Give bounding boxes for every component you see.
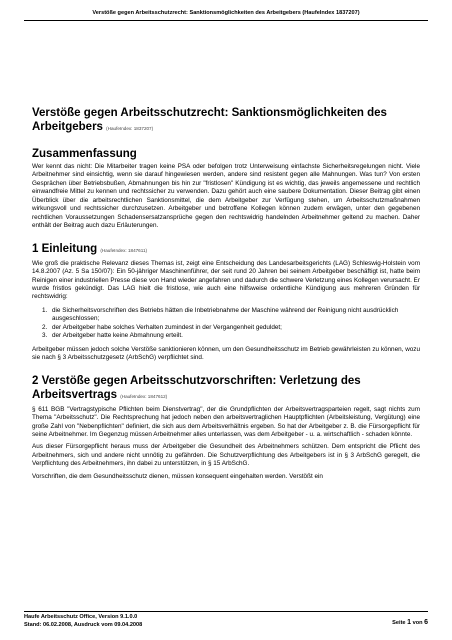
page-total: 6 xyxy=(424,619,428,626)
page-current: 1 xyxy=(407,619,412,626)
section1-index: (HaufeIndex: 1847611) xyxy=(100,247,148,253)
footer-date: Stand: 06.02.2008, Ausdruck vom 09.04.2008 xyxy=(24,621,143,628)
reasons-list xyxy=(32,307,420,341)
section2-index: (HaufeIndex: 1847612) xyxy=(120,393,168,399)
section1-paragraph: Wie groß die praktische Relevanz dieses Themas ist, zeigt eine Entscheidung des Landesarbeitsgerichts (LAG) Schleswig-Holstein vom 14.8.2007 (Az. 5 Sa 150/07): Ein 50-jähriger Maschinenführer, der seit rund 20 Jahren bei seinem Arbeitgeber beschäftigt ist, hatte beim Reinigen einer industriellen Presse diese von Hand wieder angefahren und dadurch die schwere Verletzung eines Kollegen verursacht. Er wurde fristlos gekündigt. Das LAG hielt die fristlose, wie auch eine hilfsweise ordentliche Kündigung aus mehreren Gründen für rechtswidrig: xyxy=(32,259,420,301)
list-item: 3. der Arbeitgeber hatte keine Abmahnung erteilt. xyxy=(49,332,420,340)
page-number xyxy=(392,619,428,626)
list-item: 2. der Arbeitgeber habe solches Verhalten zumindest in der Vergangenheit geduldet; xyxy=(49,324,420,332)
section2-paragraph-2: Aus dieser Fürsorgepflicht heraus muss der Arbeitgeber die Gesundheit des Arbeitnehmers schützen. Dem entspricht die Pflicht des Arbeitnehmers, sich und andere nicht unnötig zu gefährden. Die Schutzverpflichtung des Arbeitgebers ist in § 3 ArbSchG geregelt, die Verpflichtung des Arbeitnehmers, ihn dabei zu unterstützen, in § 15 ArbSchG. xyxy=(32,443,420,468)
document-title xyxy=(32,106,420,136)
title-index: (HaufeIndex: 1837207) xyxy=(106,126,154,131)
section1-heading xyxy=(32,242,420,258)
section2-heading xyxy=(32,374,420,404)
header-rule xyxy=(24,20,428,21)
footer-rule xyxy=(24,611,428,612)
section2-paragraph-3: Vorschriften, die dem Gesundheitsschutz dienen, müssen konsequent eingehalten werden. Verstößt ein xyxy=(32,472,323,480)
section1-title: 1 Einleitung xyxy=(32,242,98,255)
running-header: Verstöße gegen Arbeitsschutzrecht: Sanktionsmöglichkeiten des Arbeitgebers (HaufeIndex 1837207) xyxy=(92,10,360,16)
title-text: Verstöße gegen Arbeitsschutzrecht: Sanktionsmöglichkeiten des Arbeitgebers xyxy=(32,107,387,133)
list-item: 1. die Sicherheitsvorschriften des Betriebs hätten die Inbetriebnahme der Maschine während der Reinigung nicht ausdrücklich ausgeschlossen; xyxy=(49,307,420,324)
footer-version: Haufe Arbeitsschutz Office, Version 9.1.0.0 xyxy=(24,614,138,620)
summary-paragraph: Wer kennt das nicht: Die Mitarbeiter tragen keine PSA oder befolgen trotz Unterweisung einfachste Sicherheitsregelungen nicht. Viele Arbeitnehmer sind einsichtig, wenn sie darauf hingewiesen werden, andere sind resistent gegen alle Mahnungen. Was tun? Von ersten Gesprächen über Betriebsbußen, Abmahnungen bis hin zur "fristlosen" Kündigung ist es wichtig, das jeweils angemessene und rechtlich einwandfreie Mittel zu kennen und rechtssicher zu verwenden. Dazu gehört auch eine saubere Dokumentation. Dieser Beitrag gibt einen Überblick über die arbeitsrechtlichen Sanktionsmittel, die dem Arbeitgeber zur Verfügung stehen, um Arbeitsschutzmaßnahmen wirkungsvoll und rechtssicher durchzusetzen. Arbeitgeber und betroffene Kollegen können zudem erwägen, unter den gegebenen rechtlichen Voraussetzungen Schadensersatzansprüche gegen den rechtswidrig handelnden Arbeitnehmer geltend zu machen. Daher enthält der Beitrag auch dazu Erläuterungen. xyxy=(32,163,420,230)
document-body xyxy=(32,106,420,481)
of-word: von xyxy=(412,620,423,626)
section2-title: 2 Verstöße gegen Arbeitsschutzvorschriften: Verletzung des Arbeitsvertrags xyxy=(32,374,361,401)
summary-heading: Zusammenfassung xyxy=(32,148,137,160)
page-word: Seite xyxy=(392,620,406,626)
section2-paragraph-1: § 611 BGB "Vertragstypische Pflichten beim Dienstvertrag", der die Grundpflichten der Arbeitsvertragsparteien regelt, sagt nichts zum Thema "Arbeitsschutz". Die Rechtsprechung hat jedoch neben den arbeitsvertraglichen Hauptpflichten (Arbeitsleistung, Vergütung) eine große Zahl von "Nebenpflichten" definiert, die sich aus dem Arbeitsverhältnis ergeben. So hat der Arbeitgeber z. B. die Fürsorgepflicht für seine Arbeitnehmer. Im Gegenzug müssen Arbeitnehmer alles unterlassen, was dem Arbeitgeber - u. a. wirtschaftlich - schaden könnte. xyxy=(32,405,420,438)
footer-info xyxy=(24,614,142,629)
section1-closing: Arbeitgeber müssen jedoch solche Verstöße sanktionieren können, um den Gesundheitsschutz im Betrieb gewährleisten zu können, wozu sie nach § 3 Arbeitsschutzgesetz (ArbSchG) verpflichtet sind. xyxy=(32,345,420,362)
